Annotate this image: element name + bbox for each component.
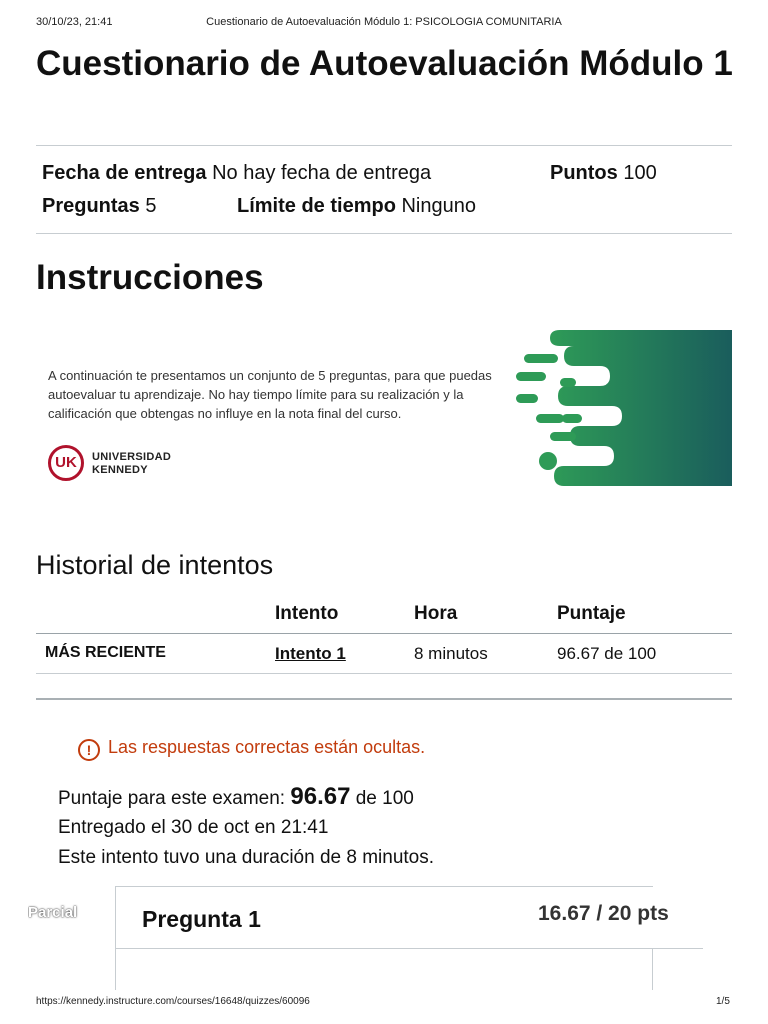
question-title: Pregunta 1 <box>142 906 261 932</box>
due-date-value: No hay fecha de entrega <box>212 162 432 184</box>
attempt-link[interactable]: Intento 1 <box>275 644 346 663</box>
print-url: https://kennedy.instructure.com/courses/16648/quizzes/60096 <box>36 996 310 1007</box>
row-label: MÁS RECIENTE <box>45 644 166 661</box>
time-limit-value: Ninguno <box>401 195 476 217</box>
questions-label: Preguntas <box>42 195 140 217</box>
row-time: 8 minutos <box>414 644 488 663</box>
table-header-divider <box>36 633 732 634</box>
due-date-label: Fecha de entrega <box>42 162 207 184</box>
print-datetime: 30/10/23, 21:41 <box>36 16 113 28</box>
questions-count <box>42 195 157 218</box>
points-value: 100 <box>623 162 657 184</box>
question-side-label: Parcial <box>28 904 78 921</box>
question-box-left <box>115 886 116 990</box>
questions-value: 5 <box>145 195 157 217</box>
row-score: 96.67 de 100 <box>557 644 657 663</box>
divider-top <box>36 145 732 146</box>
question-box-divider <box>115 948 703 949</box>
points <box>550 162 657 185</box>
score-suffix: de 100 <box>355 788 414 809</box>
page-title: Cuestionario de Autoevaluación Módulo 1 <box>36 44 733 83</box>
divider-details <box>36 233 732 234</box>
score-line <box>58 783 414 811</box>
university-logo-icon: UK <box>48 445 84 481</box>
time-limit <box>237 195 476 218</box>
instructions-heading: Instrucciones <box>36 258 264 297</box>
table-row-divider <box>36 673 732 674</box>
hidden-answers-warning <box>78 737 425 761</box>
university-name-line2: KENNEDY <box>92 464 148 476</box>
points-label: Puntos <box>550 162 618 184</box>
history-heading: Historial de intentos <box>36 550 274 580</box>
col-attempt: Intento <box>275 603 339 624</box>
time-limit-label: Límite de tiempo <box>237 195 396 217</box>
print-doc-title: Cuestionario de Autoevaluación Módulo 1: PSICOLOGIA COMUNITARIA <box>206 16 562 28</box>
score-value: 96.67 <box>290 783 351 810</box>
university-name <box>92 451 171 477</box>
banner-decoration-icon <box>516 330 732 486</box>
banner-text: A continuación te presentamos un conjunto de 5 preguntas, para que puedas autoevaluar tu aprendizaje. No hay tiempo límite para su realización y la calificación que obtengas no influye en la nota final del curso. <box>48 368 492 421</box>
submitted-line: Entregado el 30 de oct en 21:41 <box>58 817 329 838</box>
print-page-number: 1/5 <box>716 996 730 1007</box>
col-time: Hora <box>414 603 458 624</box>
question-box-top <box>115 886 653 887</box>
duration-line: Este intento tuvo una duración de 8 minutos. <box>58 847 435 868</box>
col-score: Puntaje <box>557 603 626 624</box>
question-box-right <box>652 948 653 990</box>
warning-text: Las respuestas correctas están ocultas. <box>108 737 426 757</box>
score-prefix: Puntaje para este examen: <box>58 788 286 809</box>
instructions-banner <box>36 330 732 486</box>
due-date <box>42 162 431 185</box>
warning-icon: ! <box>78 739 100 761</box>
university-name-line1: UNIVERSIDAD <box>92 451 172 463</box>
question-points: 16.67 / 20 pts <box>538 902 669 925</box>
section-divider <box>36 698 732 700</box>
